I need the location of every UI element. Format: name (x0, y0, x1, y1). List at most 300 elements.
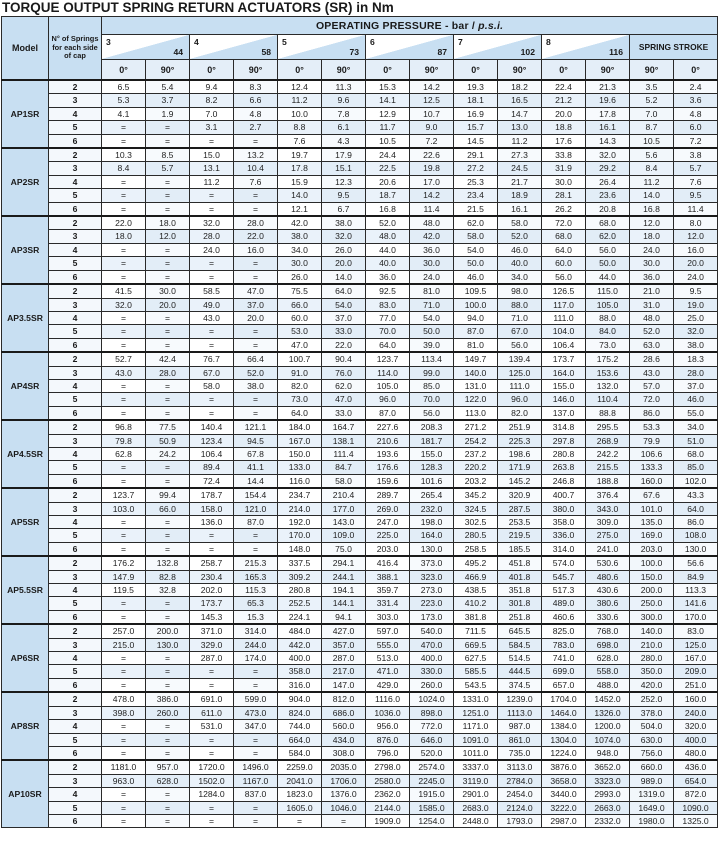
torque-value: = (102, 175, 146, 188)
torque-value: 13.1 (190, 162, 234, 175)
torque-value: 15.9 (278, 175, 322, 188)
torque-value: = (234, 529, 278, 542)
torque-value: = (102, 597, 146, 610)
torque-value: 219.5 (498, 529, 542, 542)
torque-value: 460.6 (542, 610, 586, 624)
torque-value: 17.8 (278, 162, 322, 175)
torque-value: 155.0 (410, 447, 454, 460)
torque-value: 14.4 (234, 474, 278, 488)
spring-stroke-value: 300.0 (630, 610, 674, 624)
torque-value: 92.5 (366, 284, 410, 298)
spring-stroke-value: 167.0 (674, 652, 718, 665)
torque-value: 70.0 (410, 393, 454, 406)
table-row (2, 774, 718, 787)
torque-value: 599.0 (234, 692, 278, 706)
spring-stroke-value: 1649.0 (630, 801, 674, 814)
spring-count: 6 (49, 270, 102, 284)
torque-value: = (102, 325, 146, 338)
torque-value: 52.0 (498, 230, 542, 243)
torque-value: 173.0 (410, 610, 454, 624)
torque-value: 329.0 (190, 638, 234, 651)
table-row (2, 243, 718, 256)
torque-value: 96.0 (366, 393, 410, 406)
torque-value: 531.0 (190, 720, 234, 733)
spring-count: 2 (49, 420, 102, 434)
torque-value: 66.0 (278, 298, 322, 311)
torque-value: 711.5 (454, 624, 498, 638)
torque-value: 388.1 (366, 570, 410, 583)
spring-count: 3 (49, 774, 102, 787)
torque-value: = (234, 678, 278, 692)
torque-value: 898.0 (410, 706, 454, 719)
pressure-psi: 116 (609, 47, 623, 57)
torque-value: 153.6 (586, 366, 630, 379)
torque-value: 478.0 (102, 692, 146, 706)
torque-value: = (234, 325, 278, 338)
spring-stroke-value: 38.0 (674, 338, 718, 352)
torque-value: 1384.0 (542, 720, 586, 733)
torque-value: 2683.0 (454, 801, 498, 814)
torque-value: 58.0 (322, 474, 366, 488)
spring-stroke-value: 1319.0 (630, 788, 674, 801)
spring-stroke-value: 140.0 (630, 624, 674, 638)
torque-value: 82.8 (146, 570, 190, 583)
torque-value: 116.0 (278, 474, 322, 488)
spring-stroke-value: 6.0 (674, 121, 718, 134)
spring-count: 6 (49, 406, 102, 420)
torque-value: 1116.0 (366, 692, 410, 706)
torque-value: 114.0 (366, 366, 410, 379)
torque-value: 17.9 (322, 148, 366, 162)
torque-value: = (102, 814, 146, 827)
torque-value: 111.0 (498, 379, 542, 392)
torque-value: = (190, 270, 234, 284)
torque-value: = (190, 678, 234, 692)
table-row (2, 597, 718, 610)
torque-value: 67.0 (498, 325, 542, 338)
torque-value: 20.8 (586, 202, 630, 216)
torque-value: = (234, 814, 278, 827)
torque-value: = (102, 788, 146, 801)
torque-value: 58.0 (190, 379, 234, 392)
torque-value: 223.0 (410, 597, 454, 610)
spring-count: 2 (49, 284, 102, 298)
torque-value: 271.2 (454, 420, 498, 434)
torque-value: 1605.0 (278, 801, 322, 814)
torque-value: 87.0 (454, 325, 498, 338)
torque-value: 50.0 (586, 257, 630, 270)
torque-value: = (146, 270, 190, 284)
torque-value: 628.0 (146, 774, 190, 787)
torque-value: = (102, 134, 146, 148)
torque-value: 21.7 (498, 175, 542, 188)
torque-value: 96.8 (102, 420, 146, 434)
torque-value: 14.5 (454, 134, 498, 148)
table-row (2, 284, 718, 298)
torque-value: 137.0 (542, 406, 586, 420)
spring-count: 6 (49, 814, 102, 827)
torque-value: 351.8 (498, 584, 542, 597)
torque-value: = (102, 393, 146, 406)
spring-count: 4 (49, 516, 102, 529)
torque-value: 23.6 (586, 189, 630, 202)
table-row (2, 678, 718, 692)
torque-value: = (102, 311, 146, 324)
torque-value: 56.0 (498, 338, 542, 352)
torque-value: 244.1 (322, 570, 366, 583)
torque-value: 18.9 (498, 189, 542, 202)
torque-value: 38.0 (234, 379, 278, 392)
torque-value: 12.0 (146, 230, 190, 243)
pressure-header-6 (542, 35, 630, 60)
angle-header: 90° (498, 60, 542, 81)
torque-value: 60.0 (542, 257, 586, 270)
table-row (2, 352, 718, 366)
torque-value: = (146, 652, 190, 665)
torque-value: 42.4 (146, 352, 190, 366)
torque-value: 10.7 (410, 107, 454, 120)
table-row (2, 584, 718, 597)
torque-value: = (234, 338, 278, 352)
torque-value: 14.0 (278, 189, 322, 202)
table-row (2, 202, 718, 216)
spring-stroke-value: 320.0 (674, 720, 718, 733)
torque-value: 178.7 (190, 488, 234, 502)
torque-value: 132.8 (146, 556, 190, 570)
torque-value: 1376.0 (322, 788, 366, 801)
spring-stroke-value: 160.0 (674, 692, 718, 706)
torque-value: 14.3 (586, 134, 630, 148)
torque-value: 103.0 (102, 502, 146, 515)
spring-count: 5 (49, 257, 102, 270)
spring-stroke-value: 83.0 (674, 624, 718, 638)
torque-value: 75.5 (278, 284, 322, 298)
torque-value: 17.6 (542, 134, 586, 148)
torque-value: 64.0 (322, 284, 366, 298)
torque-value: 56.0 (410, 406, 454, 420)
table-row (2, 733, 718, 746)
angle-header: 90° (410, 60, 454, 81)
torque-value: 72.4 (190, 474, 234, 488)
operating-pressure-label: OPERATING PRESSURE - bar / (315, 19, 479, 32)
torque-value: 251.9 (498, 420, 542, 434)
torque-value: 252.5 (278, 597, 322, 610)
angle-header: 90° (630, 60, 674, 81)
torque-value: 1452.0 (586, 692, 630, 706)
torque-value: 783.0 (542, 638, 586, 651)
spring-stroke-value: 67.6 (630, 488, 674, 502)
torque-value: = (146, 379, 190, 392)
torque-value: 131.0 (454, 379, 498, 392)
torque-value: 2574.0 (410, 760, 454, 774)
torque-value: 904.0 (278, 692, 322, 706)
torque-value: 94.1 (322, 610, 366, 624)
torque-value: 6.5 (102, 80, 146, 94)
torque-value: = (190, 801, 234, 814)
torque-value: 149.7 (454, 352, 498, 366)
torque-value: 58.0 (454, 230, 498, 243)
torque-value: 210.4 (322, 488, 366, 502)
torque-value: 254.2 (454, 434, 498, 447)
torque-value: 109.0 (322, 529, 366, 542)
torque-value: 193.6 (366, 447, 410, 460)
torque-value: = (190, 189, 234, 202)
table-row (2, 270, 718, 284)
torque-value: 824.0 (278, 706, 322, 719)
torque-value: 64.0 (278, 406, 322, 420)
torque-value: = (234, 665, 278, 678)
table-row (2, 121, 718, 134)
torque-value: 258.5 (454, 542, 498, 556)
torque-value: 150.0 (278, 447, 322, 460)
pressure-bar: 7 (458, 37, 463, 47)
table-row (2, 529, 718, 542)
torque-value: 3337.0 (454, 760, 498, 774)
torque-value: 768.0 (586, 624, 630, 638)
spring-stroke-value: 2.4 (674, 80, 718, 94)
torque-value: = (102, 610, 146, 624)
torque-value: 146.0 (542, 393, 586, 406)
spring-stroke-value: 7.2 (674, 134, 718, 148)
torque-value: 34.0 (498, 270, 542, 284)
angle-header: 90° (146, 60, 190, 81)
table-row (2, 488, 718, 502)
torque-value: 480.6 (586, 570, 630, 583)
torque-value: = (102, 801, 146, 814)
torque-value: 171.9 (498, 461, 542, 474)
torque-value: 54.0 (410, 311, 454, 324)
torque-value: 15.7 (454, 121, 498, 134)
angle-header: 90° (586, 60, 630, 81)
torque-value: 1167.0 (234, 774, 278, 787)
torque-value: 173.7 (542, 352, 586, 366)
torque-value: 1.9 (146, 107, 190, 120)
spring-stroke-value: 20.0 (674, 257, 718, 270)
spring-stroke-value: 135.0 (630, 516, 674, 529)
spring-stroke-value: 7.6 (674, 175, 718, 188)
torque-value: 22.6 (410, 148, 454, 162)
torque-value: 517.3 (542, 584, 586, 597)
torque-value: 164.0 (542, 366, 586, 379)
torque-table (1, 16, 718, 828)
torque-value: = (190, 134, 234, 148)
angle-header: 90° (322, 60, 366, 81)
torque-value: 106.4 (190, 447, 234, 460)
torque-value: = (146, 406, 190, 420)
model-name: AP4.5SR (2, 420, 49, 488)
spring-stroke-value: 8.7 (630, 121, 674, 134)
torque-value: 380.0 (542, 502, 586, 515)
torque-value: 29.2 (586, 162, 630, 175)
torque-value: 56.0 (542, 270, 586, 284)
torque-value: 11.2 (278, 94, 322, 107)
spring-stroke-value: 7.0 (630, 107, 674, 120)
spring-stroke-value: 108.0 (674, 529, 718, 542)
torque-value: 220.2 (454, 461, 498, 474)
torque-value: 2245.0 (410, 774, 454, 787)
torque-value: 545.7 (542, 570, 586, 583)
torque-value: 210.6 (366, 434, 410, 447)
spring-stroke-value: 48.0 (630, 311, 674, 324)
torque-value: 8.2 (190, 94, 234, 107)
spring-stroke-value: 250.0 (630, 597, 674, 610)
torque-value: 376.4 (586, 488, 630, 502)
spring-stroke-value: 53.3 (630, 420, 674, 434)
spring-count: 2 (49, 352, 102, 366)
spring-count: 4 (49, 243, 102, 256)
torque-value: 796.0 (366, 746, 410, 760)
torque-value: 66.4 (234, 352, 278, 366)
torque-value: 64.0 (542, 243, 586, 256)
torque-value: 52.7 (102, 352, 146, 366)
torque-value: 15.1 (322, 162, 366, 175)
torque-value: 14.0 (322, 270, 366, 284)
torque-value: 14.2 (410, 80, 454, 94)
spring-count: 5 (49, 597, 102, 610)
spring-count: 4 (49, 720, 102, 733)
torque-value: 94.0 (454, 311, 498, 324)
torque-value: 22.0 (234, 230, 278, 243)
torque-value: = (190, 257, 234, 270)
torque-value: 99.4 (146, 488, 190, 502)
torque-value: 3.1 (190, 121, 234, 134)
torque-value: 287.0 (322, 652, 366, 665)
spring-stroke-value: 3.5 (630, 80, 674, 94)
spring-count: 6 (49, 338, 102, 352)
torque-value: 44.0 (366, 243, 410, 256)
torque-value: 16.9 (454, 107, 498, 120)
torque-value: 42.0 (278, 216, 322, 230)
torque-value: 225.3 (498, 434, 542, 447)
spring-stroke-value: 34.0 (674, 420, 718, 434)
torque-value: 287.0 (190, 652, 234, 665)
torque-value: 2362.0 (366, 788, 410, 801)
torque-value: 32.8 (146, 584, 190, 597)
torque-value: 143.0 (322, 516, 366, 529)
spring-stroke-value: 660.0 (630, 760, 674, 774)
torque-value: 70.0 (366, 325, 410, 338)
model-name: AP1SR (2, 80, 49, 148)
spring-stroke-value: 130.0 (674, 542, 718, 556)
torque-value: = (234, 393, 278, 406)
pressure-psi: 44 (173, 47, 183, 57)
torque-value: 584.5 (498, 638, 542, 651)
torque-value: 314.0 (542, 542, 586, 556)
spring-count: 5 (49, 461, 102, 474)
torque-value: 489.0 (542, 597, 586, 610)
torque-value: 89.4 (190, 461, 234, 474)
pressure-header-5 (454, 35, 542, 60)
torque-value: 44.0 (586, 270, 630, 284)
torque-value: 64.0 (366, 338, 410, 352)
torque-value: = (102, 542, 146, 556)
spring-count: 2 (49, 148, 102, 162)
torque-value: = (190, 325, 234, 338)
torque-value: 22.4 (542, 80, 586, 94)
torque-value: 597.0 (366, 624, 410, 638)
torque-value: 3440.0 (542, 788, 586, 801)
torque-value: 3658.0 (542, 774, 586, 787)
torque-value: 117.0 (542, 298, 586, 311)
torque-value: 251.8 (498, 610, 542, 624)
torque-value: 40.0 (498, 257, 542, 270)
torque-value: 48.0 (410, 216, 454, 230)
torque-value: 14.2 (410, 189, 454, 202)
spring-stroke-value: 24.0 (674, 270, 718, 284)
pressure-psi: 58 (261, 47, 271, 57)
spring-count: 6 (49, 746, 102, 760)
spring-stroke-value: 86.0 (630, 406, 674, 420)
torque-value: 79.8 (102, 434, 146, 447)
torque-value: 215.5 (586, 461, 630, 474)
torque-value: 148.0 (278, 542, 322, 556)
torque-value: 8.5 (146, 148, 190, 162)
spring-stroke-value: 72.0 (630, 393, 674, 406)
spring-count: 2 (49, 488, 102, 502)
torque-value: 646.0 (410, 733, 454, 746)
torque-value: 427.0 (322, 624, 366, 638)
torque-value: 90.4 (322, 352, 366, 366)
torque-value: 10.3 (102, 148, 146, 162)
torque-value: 451.8 (498, 556, 542, 570)
spring-stroke-value: 14.0 (630, 189, 674, 202)
torque-value: 164.0 (410, 529, 454, 542)
torque-value: 297.8 (542, 434, 586, 447)
torque-value: 27.2 (454, 162, 498, 175)
torque-value: 46.0 (498, 243, 542, 256)
spring-count: 6 (49, 610, 102, 624)
torque-value: = (102, 406, 146, 420)
torque-value: 82.0 (278, 379, 322, 392)
torque-value: 52.0 (366, 216, 410, 230)
model-name: AP5SR (2, 488, 49, 556)
spring-stroke-value: 56.6 (674, 556, 718, 570)
spring-stroke-value: 3.8 (674, 148, 718, 162)
spring-stroke-value: 63.0 (630, 338, 674, 352)
spring-stroke-value: 872.0 (674, 788, 718, 801)
torque-value: 471.0 (366, 665, 410, 678)
operating-pressure-unit: p.s.i. (478, 19, 504, 32)
torque-value: 71.0 (410, 298, 454, 311)
torque-value: 611.0 (190, 706, 234, 719)
torque-value: 268.9 (586, 434, 630, 447)
torque-value: 258.7 (190, 556, 234, 570)
torque-value: 176.6 (366, 461, 410, 474)
torque-value: 273.0 (410, 584, 454, 597)
torque-value: 1024.0 (410, 692, 454, 706)
spring-stroke-value: 989.0 (630, 774, 674, 787)
spring-count: 4 (49, 175, 102, 188)
torque-value: = (146, 189, 190, 202)
torque-value: 324.5 (454, 502, 498, 515)
torque-value: 60.0 (278, 311, 322, 324)
spring-stroke-value: 1090.0 (674, 801, 718, 814)
torque-value: 1915.0 (410, 788, 454, 801)
operating-pressure-header (102, 17, 718, 35)
spring-stroke-value: 5.2 (630, 94, 674, 107)
torque-value: 105.0 (366, 379, 410, 392)
torque-value: = (146, 325, 190, 338)
torque-value: 1326.0 (586, 706, 630, 719)
torque-value: 175.2 (586, 352, 630, 366)
model-name: AP10SR (2, 760, 49, 828)
torque-value: 26.0 (322, 243, 366, 256)
torque-value: = (102, 189, 146, 202)
torque-value: 113.4 (410, 352, 454, 366)
spring-stroke-value: 86.0 (674, 516, 718, 529)
torque-value: 513.0 (366, 652, 410, 665)
torque-value: 691.0 (190, 692, 234, 706)
